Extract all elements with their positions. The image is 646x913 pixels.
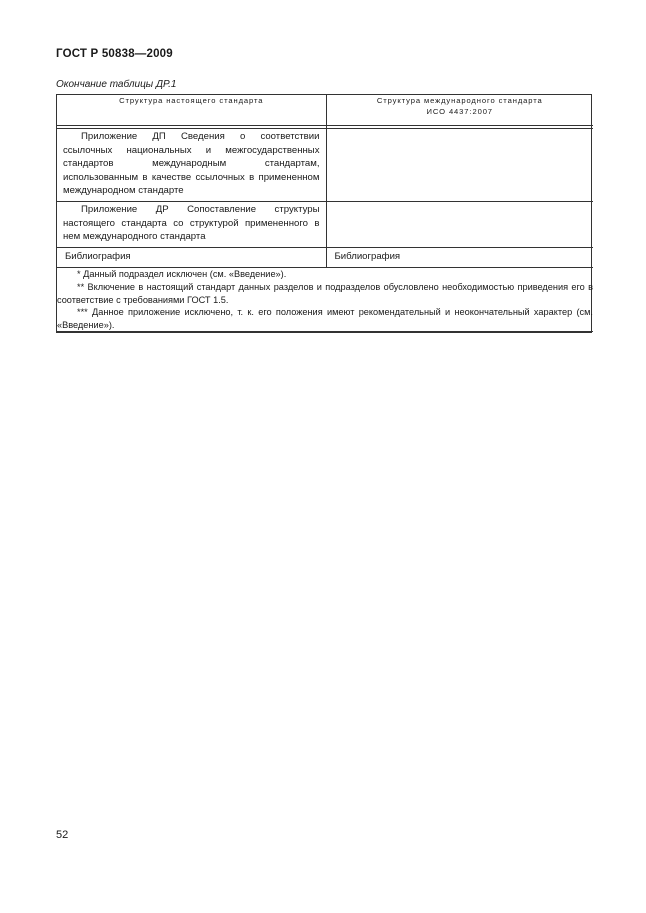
table-cell-left (57, 201, 326, 247)
table-header-row (57, 95, 593, 126)
footnotes-row (57, 268, 593, 332)
column-header-national-line: Структура настоящего стандарта (119, 96, 264, 105)
column-header-international-line-1: Структура международного стандарта (376, 96, 543, 105)
footnote-2: ** Включение в настоящий стандарт данных разделов и подразделов обусловлено необходимостью приведения его в соответствие с требованиями ГОСТ 1.5. (57, 281, 593, 305)
table-cell-right (326, 201, 593, 247)
table-cell-right (326, 247, 593, 268)
row-3-right-text: Библиография (334, 250, 401, 262)
row-2-left-text: Приложение ДР Сопоставление структуры настоящего стандарта со структурой примененного в нем международного стандарта (63, 203, 320, 243)
page-number: 52 (56, 829, 69, 841)
table-row (57, 201, 593, 247)
footnotes-cell (57, 268, 593, 332)
footnote-3: *** Данное приложение исключено, т. к. его положения имеют рекомендательный и неокончательный характер (см. «Введение»). (57, 307, 593, 330)
table-row (57, 247, 593, 268)
table-cell-left (57, 129, 326, 202)
footnote-1: * Данный подраздел исключен (см. «Введение»). (77, 269, 287, 280)
column-header-international (326, 95, 593, 126)
document-header: ГОСТ Р 50838—2009 (56, 48, 173, 60)
table-caption: Окончание таблицы ДР.1 (56, 79, 177, 90)
row-1-right-text (327, 129, 594, 133)
table-cell-left (57, 247, 326, 268)
table-row (57, 129, 593, 202)
row-2-right-text (327, 202, 594, 206)
column-header-national (57, 95, 326, 126)
column-header-international-line-2: ИСО 4437:2007 (426, 107, 493, 116)
structure-comparison-table (56, 94, 592, 333)
row-3-left-text: Библиография (65, 250, 131, 262)
row-1-left-text: Приложение ДП Сведения о соответствии ссылочных национальных и межгосударственных стандартов международным стандартам, использованным в качестве ссылочных в примененном международном стандарте (63, 131, 320, 197)
table-cell-right (326, 129, 593, 202)
